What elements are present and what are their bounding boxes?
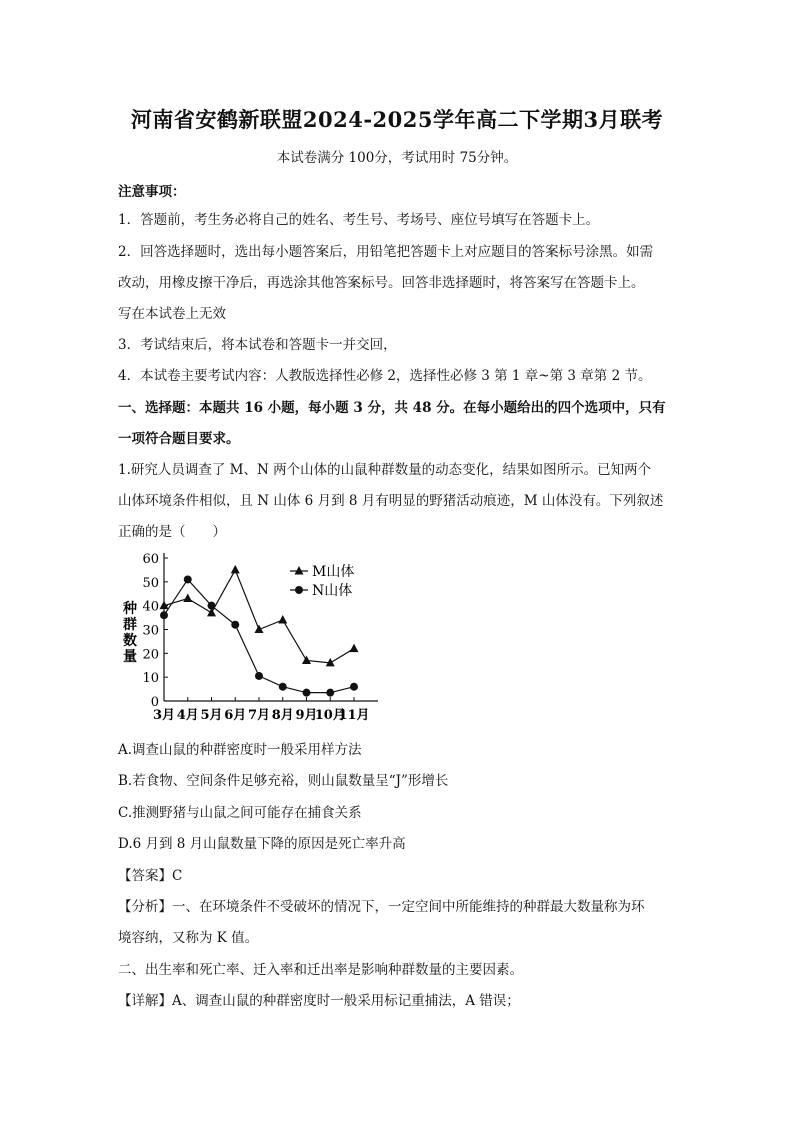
- data-point: [231, 565, 240, 574]
- data-point: [350, 644, 359, 653]
- analysis-line: 【分析】一、在环境条件不受破坏的情况下，一定空间中所能维持的种群最大数量称为环: [118, 899, 645, 915]
- x-tick-label: 8月: [271, 708, 294, 723]
- y-tick-label: 0: [150, 695, 159, 710]
- x-tick-label: 4月: [176, 708, 199, 723]
- data-point: [231, 621, 239, 629]
- notice-line: 1．答题前，考生务必将自己的姓名、考生号、考场号、座位号填写在答题卡上。: [118, 212, 600, 228]
- data-point: [350, 683, 358, 691]
- analysis-line: 二、出生率和死亡率、迁入率和迁出率是影响种群数量的主要因素。: [118, 962, 523, 978]
- question-stem: 山体环境条件相似，且 N 山体 6 月到 8 月有明显的野猪活动痕迹，M 山体没有。下列叙述: [118, 493, 664, 509]
- data-point: [255, 672, 263, 680]
- analysis-line: 【详解】A、调查山鼠的种群密度时一般采用标记重捕法，A 错误；: [118, 993, 520, 1009]
- notice-line: 写在本试卷上无效: [118, 306, 226, 322]
- y-axis-label: 数: [123, 633, 137, 649]
- y-axis-label: 种: [123, 601, 137, 617]
- population-line-chart: [118, 545, 388, 730]
- option-d: D.6 月到 8 月山鼠数量下降的原因是死亡率升高: [118, 836, 406, 852]
- option-b: B.若食物、空间条件足够充裕，则山鼠数量呈“J”形增长: [118, 773, 449, 789]
- data-point: [302, 655, 311, 664]
- answer: 【答案】C: [118, 868, 183, 884]
- x-tick-label: 11月: [338, 708, 370, 723]
- y-tick-label: 30: [142, 623, 159, 639]
- notice-line: 改动，用橡皮擦干净后，再选涂其他答案标号。回答非选择题时，将答案写在答题卡上。: [118, 275, 645, 291]
- notice-line: 2．回答选择题时，选出每小题答案后，用铅笔把答题卡上对应题目的答案标号涂黑。如需: [118, 244, 654, 260]
- exam-info: 本试卷满分 100分，考试用时 75分钟。: [276, 150, 518, 166]
- legend-marker: [295, 586, 303, 594]
- page-title: 河南省安鹤新联盟2024-2025学年高二下学期3月联考: [130, 107, 664, 132]
- x-tick-label: 3月: [152, 708, 176, 723]
- notice-line: 3．考试结束后，将本试卷和答题卡一并交回，: [118, 337, 397, 353]
- x-tick-label: 6月: [224, 708, 247, 723]
- x-tick-label: 10月: [314, 708, 346, 723]
- y-axis-label: 量: [123, 649, 137, 665]
- data-point: [279, 683, 287, 691]
- x-tick-label: 5月: [200, 708, 223, 723]
- data-point: [303, 689, 311, 697]
- question-stem: 1.研究人员调查了 M、N 两个山体的山鼠种群数量的动态变化，结果如图所示。已知两个: [118, 462, 652, 478]
- data-point: [184, 575, 192, 583]
- x-tick-label: 7月: [247, 708, 271, 723]
- section-heading: 一项符合题目要求。: [118, 431, 240, 447]
- data-point: [326, 689, 334, 697]
- notice-line: 4．本试卷主要考试内容：人教版选择性必修 2，选择性必修 3 第 1 章~第 3 章第 2 节。: [118, 368, 652, 384]
- data-point: [183, 594, 192, 603]
- x-tick-label: 9月: [295, 708, 318, 723]
- data-point: [278, 615, 287, 624]
- analysis-line: 境容纳，又称为 K 值。: [118, 930, 259, 946]
- option-a: A.调查山鼠的种群密度时一般采用样方法: [118, 742, 362, 758]
- legend-label: M山体: [312, 564, 355, 580]
- data-point: [160, 611, 168, 619]
- option-c: C.推测野猪与山鼠之间可能存在捕食关系: [118, 805, 362, 821]
- data-point: [208, 602, 216, 610]
- section-heading: 一、选择题：本题共 16 小题，每小题 3 分，共 48 分。在每小题给出的四个选项中，只有: [118, 400, 666, 416]
- y-tick-label: 50: [142, 575, 159, 591]
- question-stem: 正确的是（ ）: [118, 524, 226, 540]
- y-tick-label: 10: [142, 671, 159, 687]
- y-tick-label: 60: [142, 552, 159, 567]
- notice-heading: 注意事项：: [118, 184, 186, 200]
- y-axis-label: 群: [123, 617, 137, 633]
- y-tick-label: 40: [142, 599, 159, 615]
- y-tick-label: 20: [142, 647, 159, 663]
- legend-marker: [295, 566, 304, 575]
- legend-label: N山体: [312, 583, 353, 599]
